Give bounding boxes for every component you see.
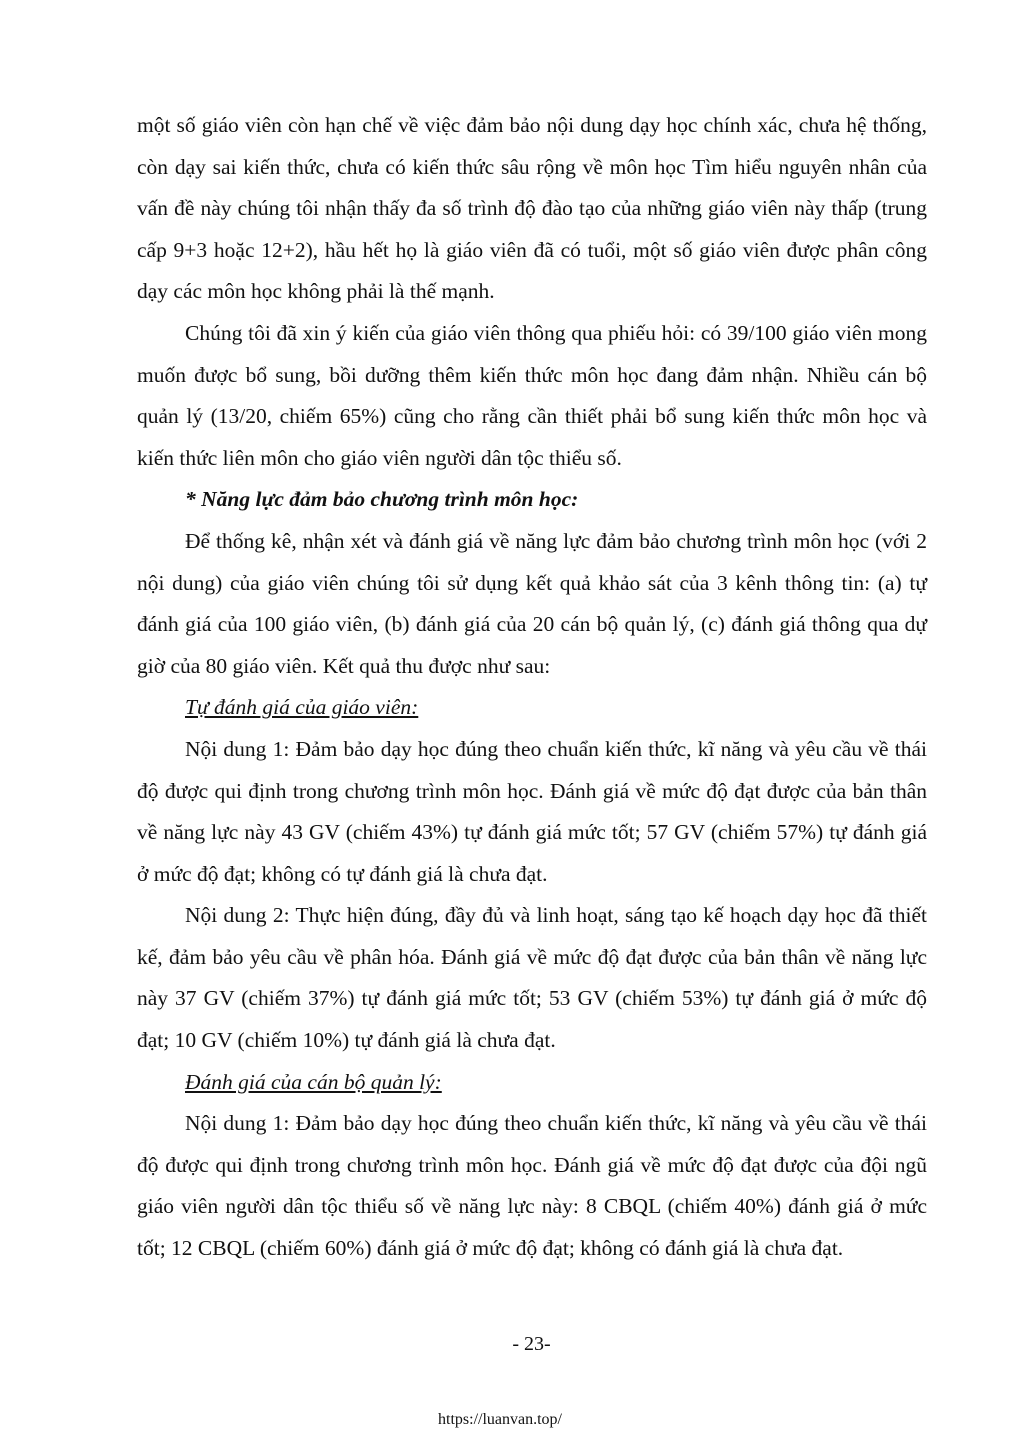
document-body <box>137 105 927 1270</box>
section-heading: * Năng lực đảm bảo chương trình môn học: <box>185 487 579 512</box>
paragraph-method: Để thống kê, nhận xét và đánh giá về năng lực đảm bảo chương trình môn học (với 2 nội dung) của giáo viên chúng tôi sử dụng kết quả khảo sát của 3 kênh thông tin: (a) tự đánh giá của 100 giáo viên, (b) đánh giá của 20 cán bộ quản lý, (c) đánh giá thông qua dự giờ của 80 giáo viên. Kết quả thu được như sau: <box>137 528 927 678</box>
source-url: https://luanvan.top/ <box>438 1411 562 1428</box>
subheading-teacher-self-assessment: Tự đánh giá của giáo viên: <box>185 695 419 720</box>
subheading-manager-assessment: Đánh giá của cán bộ quản lý: <box>185 1069 442 1094</box>
page-number: - 23- <box>512 1333 551 1355</box>
paragraph-survey-opinions: Chúng tôi đã xin ý kiến của giáo viên thông qua phiếu hỏi: có 39/100 giáo viên mong muốn được bổ sung, bồi dưỡng thêm kiến thức môn học đang đảm nhận. Nhiều cán bộ quản lý (13/20, chiếm 65%) cũng cho rằng cần thiết phải bổ sung kiến thức môn học và kiến thức liên môn cho giáo viên người dân tộc thiểu số. <box>137 320 927 470</box>
paragraph-content-2-teachers: Nội dung 2: Thực hiện đúng, đầy đủ và linh hoạt, sáng tạo kế hoạch dạy học đã thiết kế, đảm bảo yêu cầu về phân hóa. Đánh giá về mức độ đạt được của bản thân về năng lực này 37 GV (chiếm 37%) tự đánh giá mức tốt; 53 GV (chiếm 53%) tự đánh giá ở mức độ đạt; 10 GV (chiếm 10%) tự đánh giá là chưa đạt. <box>137 903 927 1053</box>
paragraph-content-1-teachers: Nội dung 1: Đảm bảo dạy học đúng theo chuẩn kiến thức, kĩ năng và yêu cầu về thái độ được qui định trong chương trình môn học. Đánh giá về mức độ đạt được của bản thân về năng lực này 43 GV (chiếm 43%) tự đánh giá mức tốt; 57 GV (chiếm 57%) tự đánh giá ở mức độ đạt; không có tự đánh giá là chưa đạt. <box>137 736 927 886</box>
paragraph-continuation: một số giáo viên còn hạn chế về việc đảm bảo nội dung dạy học chính xác, chưa hệ thống, còn dạy sai kiến thức, chưa có kiến thức sâu rộng về môn học Tìm hiểu nguyên nhân của vấn đề này chúng tôi nhận thấy đa số trình độ đào tạo của những giáo viên này thấp (trung cấp 9+3 hoặc 12+2), hầu hết họ là giáo viên đã có tuổi, một số giáo viên được phân công dạy các môn học không phải là thế mạnh. <box>137 113 927 304</box>
paragraph-content-1-managers: Nội dung 1: Đảm bảo dạy học đúng theo chuẩn kiến thức, kĩ năng và yêu cầu về thái độ được qui định trong chương trình môn học. Đánh giá về mức độ đạt được của đội ngũ giáo viên người dân tộc thiểu số về năng lực này: 8 CBQL (chiếm 40%) đánh giá ở mức tốt; 12 CBQL (chiếm 60%) đánh giá ở mức độ đạt; không có đánh giá là chưa đạt. <box>137 1111 927 1261</box>
